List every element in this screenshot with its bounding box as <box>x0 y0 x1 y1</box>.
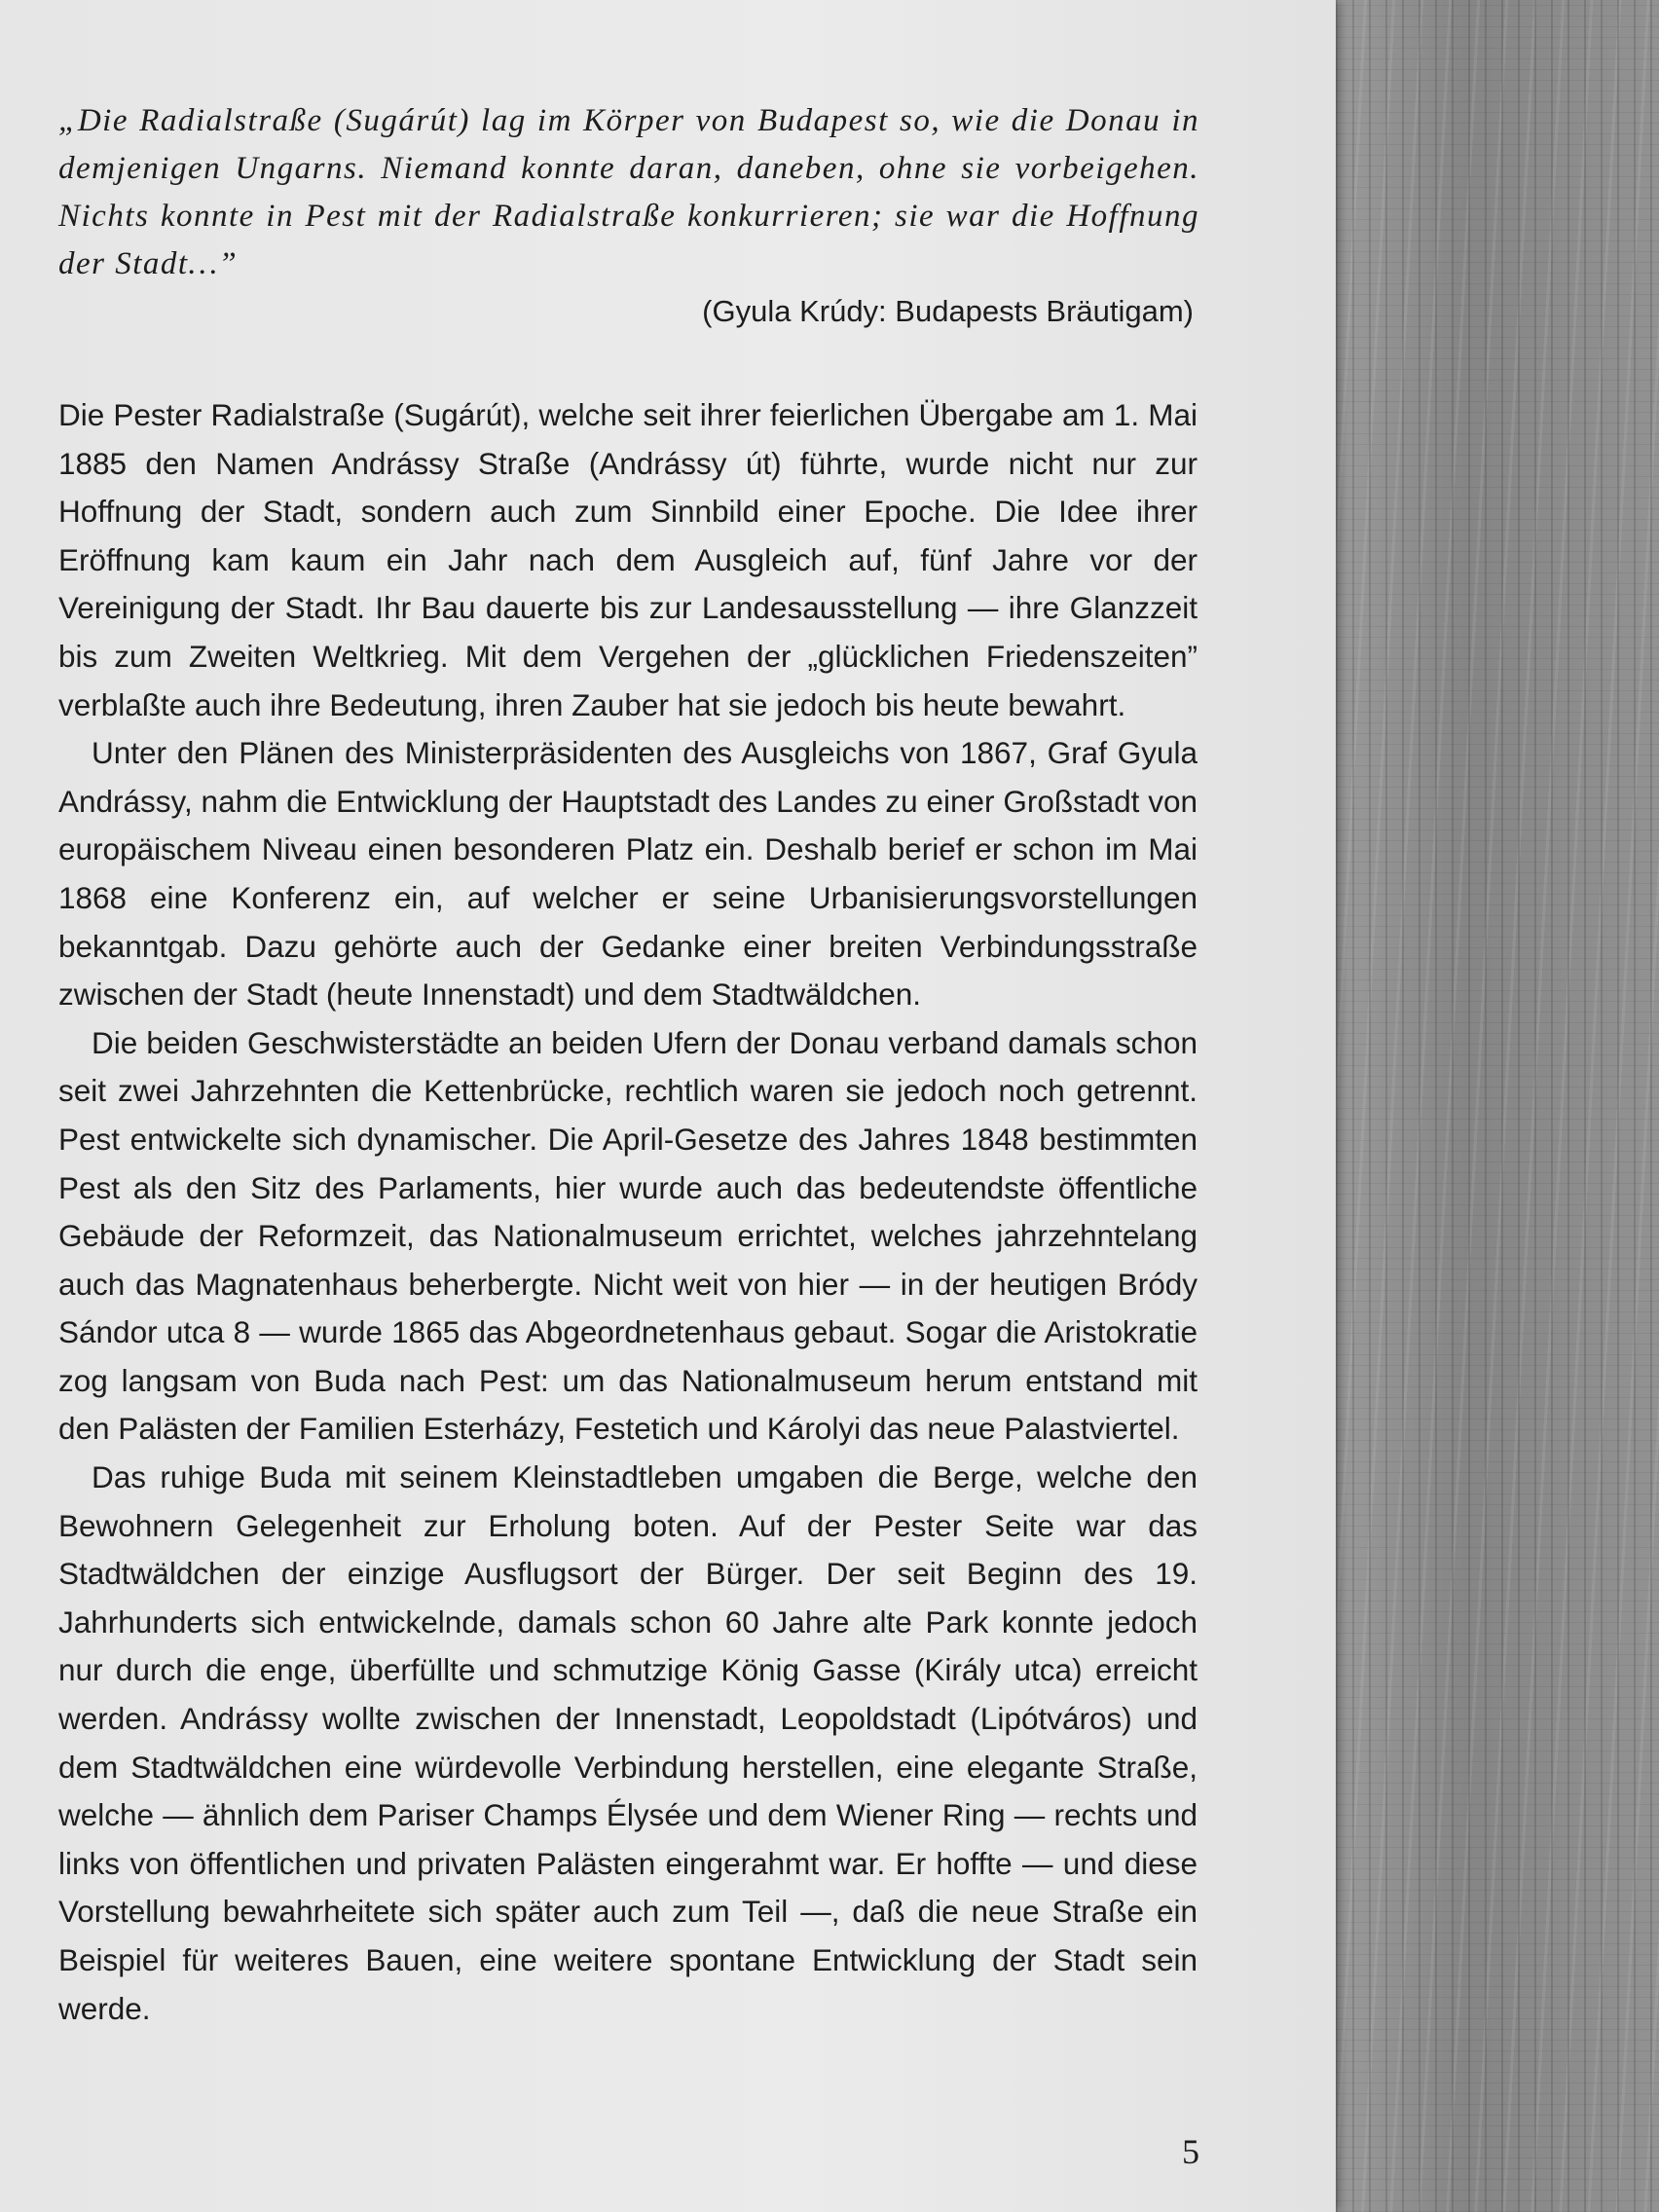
epigraph-attribution: (Gyula Krúdy: Budapests Bräutigam) <box>702 294 1194 328</box>
epigraph-quote: „Die Radialstraße (Sugárút) lag im Körper von Budapest so, wie die Donau in demjenigen Ungarns. Niemand konnte daran, daneben, ohne sie vorbeigehen. Nichts konnte in Pest mit der Radialstraße konkurrieren; sie war die Hoffnung der Stadt…” <box>58 103 1199 281</box>
paragraph: Die Pester Radialstraße (Sugárút), welche seit ihrer feierlichen Übergabe am 1. Mai 1885 den Namen Andrássy Straße (Andrássy út) führte, wurde nicht nur zur Hoffnung der Stadt, sondern auch zum Sinnbild einer Epoche. Die Idee ihrer Eröffnung kam kaum ein Jahr nach dem Ausgleich auf, fünf Jahre vor der Vereinigung der Stadt. Ihr Bau dauerte bis zur Landesausstellung — ihre Glanzzeit bis zum Zweiten Weltkrieg. Mit dem Vergehen der „glücklichen Friedenszeiten” verblaßte auch ihre Bedeutung, ihren Zauber hat sie jedoch bis heute bewahrt. <box>58 397 1198 722</box>
paragraph: Das ruhige Buda mit seinem Kleinstadtleben umgaben die Berge, welche den Bewohnern Gelegenheit zur Erholung boten. Auf der Pester Seite war das Stadtwäldchen der einzige Ausflugsort der Bürger. Der seit Beginn des 19. Jahrhunderts sich entwickelnde, damals schon 60 Jahre alte Park konnte jedoch nur durch die enge, überfüllte und schmutzige König Gasse (Király utca) erreicht werden. Andrássy wollte zwischen der Innenstadt, Leopoldstadt (Lipótváros) und dem Stadtwäldchen eine würdevolle Verbindung herstellen, eine elegante Straße, welche — ähnlich dem Pariser Champs Élysée und dem Wiener Ring — rechts und links von öffentlichen und privaten Palästen eingerahmt war. Er hoffte — und diese Vorstellung bewahrheitete sich später auch zum Teil —, daß die neue Straße ein Beispiel für weiteres Bauen, eine weitere spontane Entwicklung der Stadt sein werde. <box>58 1459 1198 2026</box>
paragraph: Die beiden Geschwisterstädte an beiden Ufern der Donau verband damals schon seit zwei Jahrzehnten die Kettenbrücke, rechtlich waren sie jedoch noch getrennt. Pest entwickelte sich dynamischer. Die April-Gesetze des Jahres 1848 bestimmten Pest als den Sitz des Parlaments, hier wurde auch das bedeutendste öffentliche Gebäude der Reformzeit, das Nationalmuseum errichtet, welches jahrzehntelang auch das Magnatenhaus beherbergte. Nicht weit von hier — in der heutigen Bródy Sándor utca 8 — wurde 1865 das Abgeordnetenhaus gebaut. Sogar die Aristokratie zog langsam von Buda nach Pest: um das Nationalmuseum herum entstand mit den Palästen der Familien Esterházy, Festetich und Károlyi das neue Palastviertel. <box>58 1024 1198 1447</box>
body-text <box>58 391 1198 2033</box>
page-number: 5 <box>1182 2132 1199 2171</box>
background-surface <box>1336 0 1659 2212</box>
paragraph: Unter den Plänen des Ministerpräsidenten des Ausgleichs von 1867, Graf Gyula Andrássy, nahm die Entwicklung der Hauptstadt des Landes zu einer Großstadt von europäischem Niveau einen besonderen Platz ein. Deshalb berief er schon im Mai 1868 eine Konferenz ein, auf welcher er seine Urbanisierungsvorstellungen bekanntgab. Dazu gehörte auch der Gedanke einer breiten Verbindungsstraße zwischen der Stadt (heute Innenstadt) und dem Stadtwäldchen. <box>58 735 1198 1013</box>
